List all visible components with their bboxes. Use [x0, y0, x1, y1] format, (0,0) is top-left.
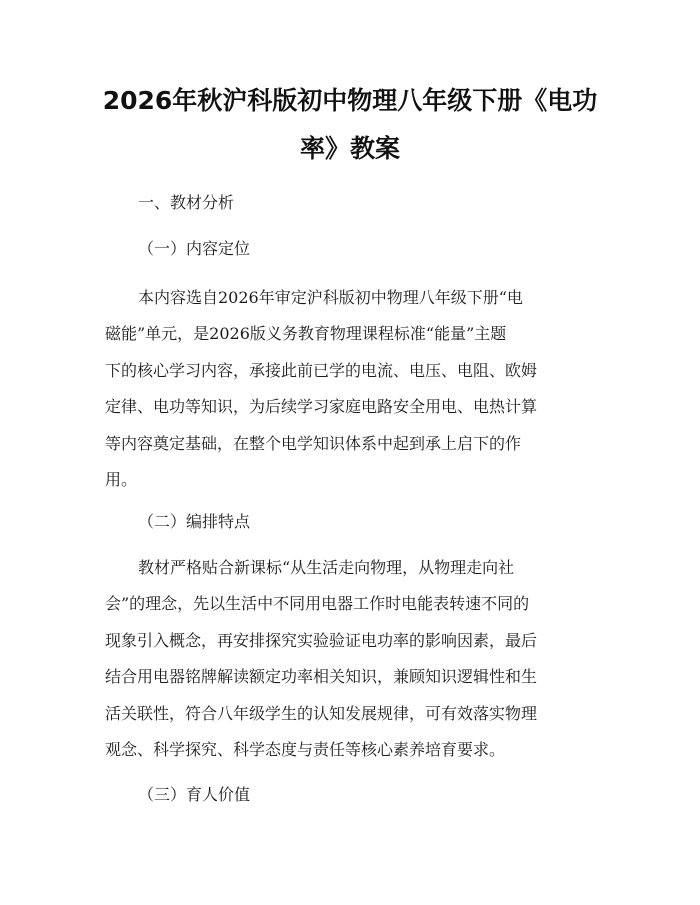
paragraph-line: 会”的理念，先以生活中不同用电器工作时电能表转速不同的	[105, 594, 530, 613]
paragraph-line: 教材严格贴合新课标“从生活走向物理，从物理走向社	[138, 558, 515, 577]
subsection-heading-content-positioning: （一）内容定位	[138, 239, 251, 258]
paragraph-line: 结合用电器铭牌解读额定功率相关知识，兼顾知识逻辑性和生	[105, 667, 538, 686]
section-heading-textbook-analysis: 一、教材分析	[138, 193, 235, 212]
document-title-line-1: 2026年秋沪科版初中物理八年级下册《电功	[102, 86, 598, 115]
paragraph-line: 活关联性，符合八年级学生的认知发展规律，可有效落实物理	[105, 704, 538, 723]
paragraph-line: 磁能”单元，是2026版义务教育物理课程标准“能量”主题	[105, 324, 507, 343]
paragraph-line: 现象引入概念，再安排探究实验验证电功率的影响因素，最后	[105, 631, 538, 650]
paragraph-line: 定律、电功等知识，为后续学习家庭电路安全用电、电热计算	[105, 397, 538, 416]
paragraph-line: 本内容选自2026年审定沪科版初中物理八年级下册“电	[138, 288, 523, 307]
subsection-heading-arrangement: （二）编排特点	[138, 512, 251, 531]
paragraph-line: 下的核心学习内容，承接此前已学的电流、电压、电阻、欧姆	[105, 361, 538, 380]
paragraph-line: 等内容奠定基础，在整个电学知识体系中起到承上启下的作	[105, 434, 522, 453]
document-title-line-2: 率》教案	[299, 134, 400, 163]
paragraph-line: 观念、科学探究、科学态度与责任等核心素养培育要求。	[105, 740, 506, 759]
paragraph-line: 用。	[105, 470, 138, 489]
subsection-heading-educational-value: （三）育人价值	[138, 785, 251, 804]
